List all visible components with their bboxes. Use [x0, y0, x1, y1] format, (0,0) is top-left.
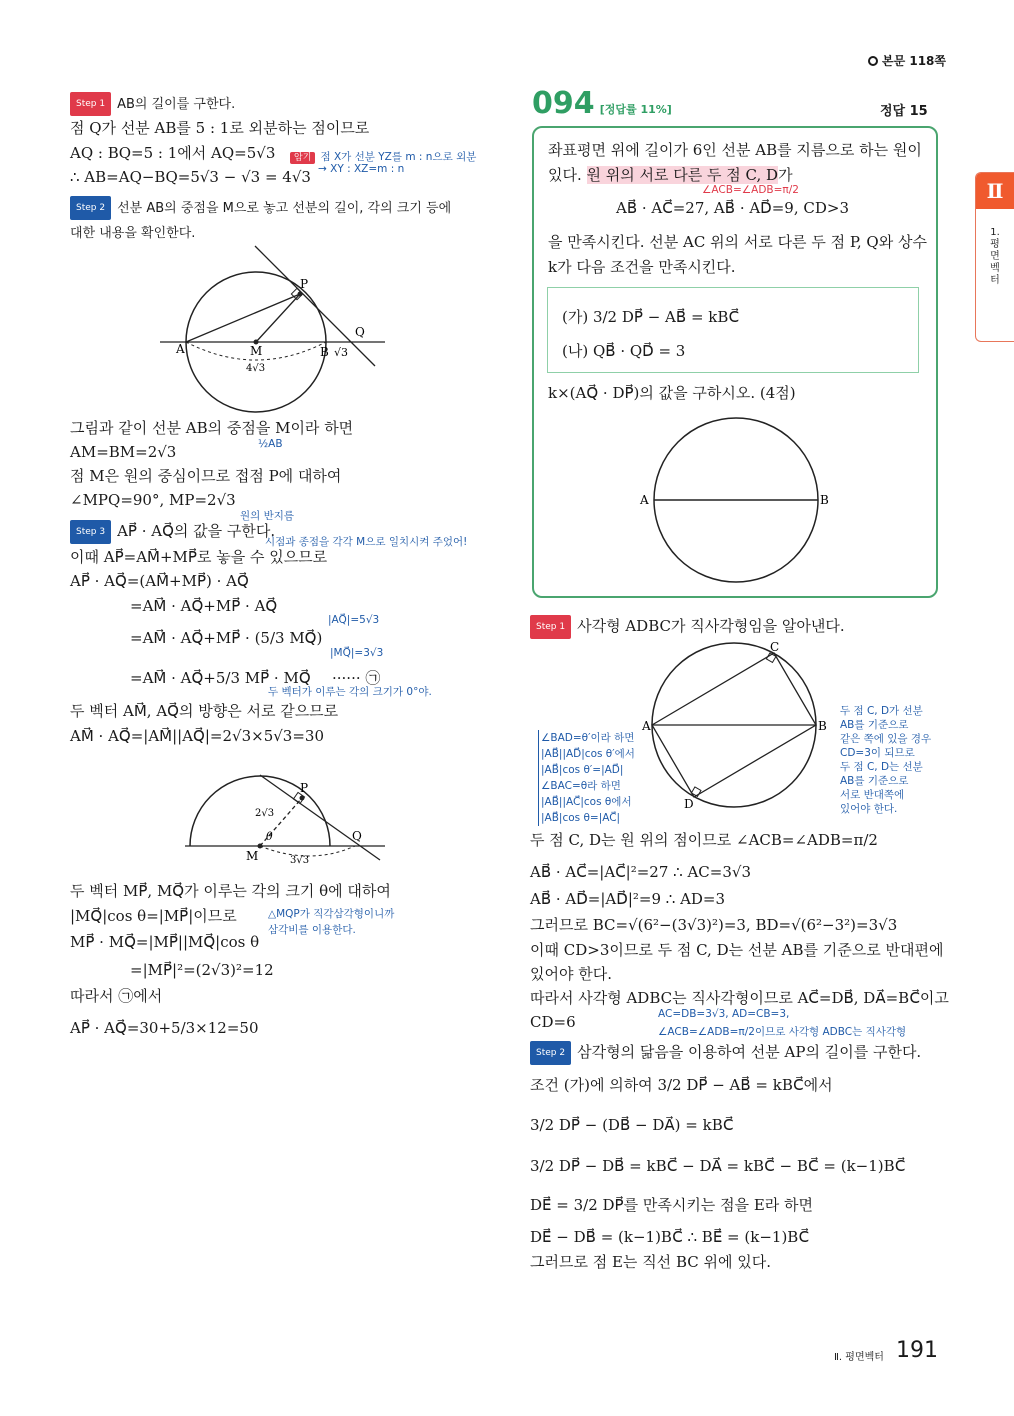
label-C: C: [770, 640, 780, 654]
right-line-12: DE⃗ = 3/2 DP⃗를 만족시키는 점을 E라 하면: [530, 1196, 814, 1214]
note-radius: 원의 반지름: [240, 510, 295, 522]
note-aq-length: |AQ⃗|=5√3: [328, 614, 380, 626]
left-line-4: 그림과 같이 선분 AB의 중점을 M이라 하면: [70, 419, 354, 437]
note-origin: 시점과 종점을 각각 M으로 일치시켜 주었어!: [265, 536, 468, 548]
correct-rate: [정답률 11%]: [599, 103, 672, 116]
left-step2-cont: 대한 내용을 확인한다.: [70, 226, 196, 241]
note-angle-zero: 두 벡터가 이루는 각의 크기가 0°야.: [268, 686, 432, 698]
condition-a: (가) 3/2 DP⃗ − AB⃗ = kBC⃗: [562, 308, 740, 326]
right-line-2: AB⃗ · AC⃗=|AC⃗|²=27 ∴ AC=3√3: [530, 863, 751, 881]
left-line-5: AM=BM=2√3: [70, 443, 177, 461]
label-3sqrt3: 3√3: [290, 855, 310, 866]
left-line-7: ∠MPQ=90°, MP=2√3: [70, 491, 236, 509]
label-A: A: [640, 493, 649, 507]
note-rect-2: ∠ACB=∠ADB=π/2이므로 사각형 ADBC는 직사각형: [658, 1026, 907, 1038]
left-step1: Step 1 AB의 길이를 구한다.: [70, 92, 235, 116]
right-line-9: 조건 (가)에 의하여 3/2 DP⃗ − AB⃗ = kBC⃗에서: [530, 1076, 833, 1094]
left-line-9: AP⃗ · AQ⃗=(AM⃗+MP⃗) · AQ⃗: [70, 572, 249, 590]
note-half-ab: ½AB: [258, 438, 283, 450]
label-D: D: [684, 797, 694, 811]
label-P: P: [300, 781, 309, 795]
right-step1: Step 1 사각형 ADBC가 직사각형임을 알아낸다.: [530, 615, 845, 639]
left-line-12: =AM⃗ · AQ⃗+5/3 MP⃗ · MQ⃗: [130, 669, 311, 687]
note-rect-1: AC=DB=3√3, AD=CB=3,: [658, 1008, 790, 1020]
problem-text-3: 을 만족시킨다. 선분 AC 위의 서로 다른 두 점 P, Q와 상수: [548, 233, 927, 251]
left-line-1: 점 Q가 선분 AB를 5 : 1로 외분하는 점이므로: [70, 119, 370, 137]
problem-number: 094: [532, 86, 595, 121]
highlight-points: 원 위의 서로 다른 두 점 C, D: [586, 166, 779, 184]
label-A: A: [642, 719, 651, 733]
problem-text-4: k가 다음 조건을 만족시킨다.: [548, 258, 736, 276]
left-line-3: ∴ AB=AQ−BQ=5√3 − √3 = 4√3: [70, 168, 311, 186]
right-line-7: 따라서 사각형 ADBC는 직사각형이므로 AC⃗=DB⃗, DA⃗=BC⃗이고: [530, 989, 949, 1007]
footer-section: Ⅱ. 평면벡터: [834, 1352, 884, 1363]
answer-label: 정답 15: [880, 104, 928, 119]
label-A: A: [176, 342, 185, 356]
label-B: B: [818, 719, 827, 733]
label-sqrt3: √3: [334, 346, 349, 359]
condition-b: (나) QB⃗ · QD⃗ = 3: [562, 342, 686, 360]
label-Q: Q: [355, 325, 365, 339]
left-line-19: 따라서 ㉠에서: [70, 987, 163, 1005]
note-right-triangle-2: 삼각비를 이용한다.: [268, 924, 356, 936]
figure-semicircle: [180, 770, 390, 870]
label-B: B: [820, 493, 829, 507]
left-line-20: AP⃗ · AQ⃗=30+5/3×12=50: [70, 1019, 259, 1037]
problem-header: [532, 86, 672, 121]
problem-text-1: 좌표평면 위에 길이가 6인 선분 AB를 지름으로 하는 원이: [548, 141, 922, 159]
right-line-8: CD=6: [530, 1013, 576, 1031]
right-line-5: 이때 CD>3이므로 두 점 C, D는 선분 AB를 기준으로 반대편에: [530, 941, 944, 959]
left-line-15: 두 벡터 MP⃗, MQ⃗가 이루는 각의 크기 θ에 대하여: [70, 882, 391, 900]
right-line-13: DE⃗ − DB⃗ = (k−1)BC⃗ ∴ BE⃗ = (k−1)BC⃗: [530, 1228, 810, 1246]
left-line-10: =AM⃗ · AQ⃗+MP⃗ · AQ⃗: [130, 597, 278, 615]
right-line-3: AB⃗ · AD⃗=|AD⃗|²=9 ∴ AD=3: [530, 890, 726, 908]
label-radius: 2√3: [255, 808, 275, 819]
problem-question: k×(AQ⃗ · DP⃗)의 값을 구하시오. (4점): [548, 384, 796, 402]
left-line-8: 이때 AP⃗=AM⃗+MP⃗로 놓을 수 있으므로: [70, 548, 328, 566]
left-line-14: AM⃗ · AQ⃗=|AM⃗||AQ⃗|=2√3×5√3=30: [70, 727, 324, 745]
hint-angle: ∠ACB=∠ADB=π/2: [702, 184, 799, 196]
equation-mark-1: ······ ㉠: [332, 669, 381, 687]
right-line-1: 두 점 C, D는 원 위의 점이므로 ∠ACB=∠ADB=π/2: [530, 831, 878, 849]
problem-text-2: 있다. 원 위의 서로 다른 두 점 C, D가: [548, 166, 793, 184]
step-badge: Step 2: [530, 1041, 571, 1065]
left-line-17: MP⃗ · MQ⃗=|MP⃗||MQ⃗|cos θ: [70, 933, 260, 951]
label-B: B: [320, 345, 329, 359]
problem-equation: AB⃗ · AC⃗=27, AB⃗ · AD⃗=9, CD>3: [616, 199, 849, 217]
page-number: 191: [896, 1338, 938, 1363]
right-line-11: 3/2 DP⃗ − DB⃗ = kBC⃗ − DA⃗ = kBC⃗ − BC⃗ = (k−1)BC⃗: [530, 1157, 906, 1175]
amgi-note: 암기 점 X가 선분 YZ를 m : n으로 외분: [290, 145, 476, 164]
amgi-tag: 암기: [290, 152, 315, 164]
left-step3: Step 3 AP⃗ · AQ⃗의 값을 구한다.: [70, 520, 275, 544]
step-badge: Step 2: [70, 196, 111, 220]
note-cd-explanation: 두 점 C, D가 선분 AB를 기준으로 같은 쪽에 있을 경우 CD=3이 되므로 두 점 C, D는 선분 AB를 기준으로 서로 반대쪽에 있어야 한다.: [840, 705, 932, 815]
left-line-2: AQ : BQ=5 : 1에서 AQ=5√3: [70, 144, 276, 162]
label-theta: θ: [266, 830, 273, 843]
figure-rectangle-in-circle: [630, 640, 840, 815]
label-M: M: [250, 344, 263, 358]
step-badge: Step 1: [530, 615, 571, 639]
amgi-note-2: → XY : XZ=m : n: [318, 163, 405, 175]
note-angle-explanation: ∠BAD=θ′이라 하면 |AB⃗||AD⃗|cos θ′에서 |AB⃗|cos θ′=|AD⃗| ∠BAC=θ라 하면 |AB⃗||AC⃗|cos θ에서 |AB⃗|cos θ=|AC⃗|: [538, 730, 635, 826]
label-P: P: [300, 277, 309, 291]
right-step2: Step 2 삼각형의 닮음을 이용하여 선분 AP의 길이를 구한다.: [530, 1041, 921, 1065]
step-badge: Step 1: [70, 92, 111, 116]
right-line-4: 그러므로 BC=√(6²−(3√3)²)=3, BD=√(6²−3²)=3√3: [530, 916, 898, 934]
right-line-10: 3/2 DP⃗ − (DB⃗ − DA⃗) = kBC⃗: [530, 1116, 734, 1134]
problem-figure: [632, 414, 842, 590]
left-line-6: 점 M은 원의 중심이므로 접점 P에 대하여: [70, 467, 342, 485]
left-line-13: 두 벡터 AM⃗, AQ⃗의 방향은 서로 같으므로: [70, 702, 339, 720]
chapter-roman: Ⅱ: [976, 173, 1014, 209]
left-line-18: =|MP⃗|²=(2√3)²=12: [130, 961, 274, 979]
left-line-11: =AM⃗ · AQ⃗+MP⃗ · (5/3 MQ⃗): [130, 629, 323, 647]
right-line-6: 있어야 한다.: [530, 965, 612, 983]
figure-circle-tangent: [150, 238, 400, 418]
right-line-14: 그러므로 점 E는 직선 BC 위에 있다.: [530, 1253, 771, 1271]
note-right-triangle-1: △MQP가 직각삼각형이니까: [268, 908, 395, 920]
label-4sqrt3: 4√3: [246, 363, 266, 374]
left-line-16: |MQ⃗|cos θ=|MP⃗|이므로: [70, 907, 237, 925]
page-reference: 본문 118쪽: [868, 52, 946, 69]
step-badge: Step 3: [70, 520, 111, 544]
note-mq-length: |MQ⃗|=3√3: [330, 647, 384, 659]
chapter-label: 1. 평면벡터: [990, 227, 1000, 286]
left-step2: Step 2 선분 AB의 중점을 M으로 놓고 선분의 길이, 각의 크기 등에: [70, 196, 451, 220]
chapter-side-tab[interactable]: [975, 172, 1014, 342]
circle-icon: [868, 56, 878, 66]
label-Q: Q: [352, 829, 362, 843]
label-M: M: [246, 849, 259, 863]
